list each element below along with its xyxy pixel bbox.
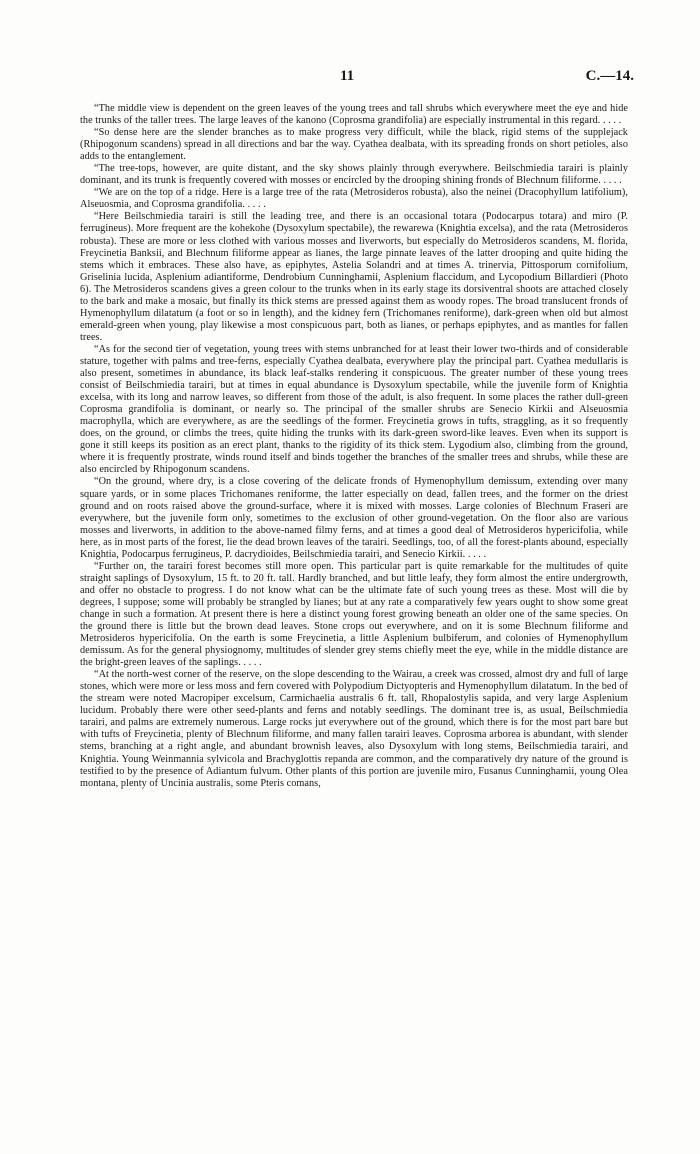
page-header <box>0 68 700 90</box>
paragraph: “At the north-west corner of the reserve, on the slope descending to the Wairau, a creek was crossed, almost dry and full of large stones, which were more or less moss and fern covered with Polypodium Dictyopteris and Hymenophyllum dilatatum. In the bed of the stream were noted Macropiper excelsum, Carmichaelia australis 6 ft. tall, Rhopalostylis sapida, and very large Asplenium lucidum. Probably there were other seed-plants and ferns and notably seedlings. The dominant tree is, as usual, Beilschmiedia tarairi, and palms are extremely numerous. Large rocks jut everywhere out of the ground, which there is for the most part bare but with tufts of Freycinetia, plenty of Blechnum filiforme, and many fallen tarairi leaves. Coprosma arborea is abundant, with slender stems, branching at a right angle, and abundant brownish leaves, also Dysoxylum with long stems, Beilschmiedia tarairi, and Knightia. Young Weinmannia sylvicola and Brachyglottis repanda are common, and the comparatively dry nature of the ground is testified to by the presence of Adiantum fulvum. Other plants of this portion are juvenile miro, Fusanus Cunninghamii, young Olea montana, plenty of Uncinia australis, some Pteris comans, <box>80 669 628 789</box>
paragraph: “So dense here are the slender branches as to make progress very difficult, while the black, rigid stems of the supplejack (Rhipogonum scandens) spread in all directions and bar the way. Cyathea dealbata, with its spreading fronds on short petioles, also adds to the entanglement. <box>80 127 628 163</box>
paragraph: “We are on the top of a ridge. Here is a large tree of the rata (Metrosideros robusta), also the neinei (Dracophyllum latifolium), Alseuosmia, and Coprosma grandifolia. . . . . <box>80 187 628 211</box>
body-text <box>80 103 628 790</box>
paragraph: “As for the second tier of vegetation, young trees with stems unbranched for at least their lower two-thirds and of considerable stature, together with palms and tree-ferns, especially Cyathea dealbata, everywhere play the principal part. Cyathea medullaris is also present, sometimes in abundance, its black leaf-stalks rendering it conspicuous. The greater number of these young trees consist of Beilschmiedia tarairi, but at times in equal abundance is Dysoxylum spectabile, while the juvenile form of Knightia excelsa, with its long and narrow leaves, so different from those of the adult, is also frequent. In some places the rather dull-green Coprosma grandifolia is dominant, or nearly so. The principal of the smaller shrubs are Senecio Kirkii and Alseuosmia macrophylla, which are everywhere, as are the seedlings of the former. Freycinetia grows in tufts, straggling, as it so frequently does, on the ground, or climbs the trees, quite hiding the trunks with its dark-green sword-like leaves. Even when its support is gone it still keeps its position as an erect plant, thanks to the rigidity of its thick stem. Lygodium also, climbing from the ground, where it is frequently prostrate, winds round itself and binds together the branches of the smaller trees and shrubs, while these are also encircled by Rhipogonum scandens. <box>80 343 628 476</box>
paragraph: “Here Beilschmiedia tarairi is still the leading tree, and there is an occasional totara (Podocarpus totara) and miro (P. ferrugineus). More frequent are the kohekohe (Dysoxylum spectabile), the rewarewa (Knightia excelsa), and the rata (Metrosideros robusta). These are more or less clothed with various mosses and liverworts, but especially do Metrosideros scandens, M. florida, Freycinetia Banksii, and Blechnum filiforme appear as lianes, the large pinnate leaves of the latter drooping and quite hiding the stems which it embraces. These also have, as epiphytes, Astelia Solandri and at times A. trinervia, Pittosporum cornifolium, Griselinia lucida, Asplenium adiantiforme, Dendrobium Cunninghamii, Asplenium flaccidum, and Lycopodium Billardieri (Photo 6). The Metrosideros scandens gives a green colour to the trunks when in its early stage its dorsiventral shoots are attached closely to the bark and make a mosaic, but finally its thick stems are pressed against them as woody ropes. The broad translucent fronds of Hymenophyllum dilatatum (a foot or so in length), and the kidney fern (Trichomanes reniforme), dark-green when old but almost emerald-green when young, play likewise a most conspicuous part, both as lianes, or perhaps epiphytes, and as mantles for fallen trees. <box>80 211 628 343</box>
page-number: 11 <box>340 68 355 84</box>
paragraph: “The tree-tops, however, are quite distant, and the sky shows plainly through everywhere. Beilschmiedia tarairi is plainly dominant, and its trunk is frequently covered with mosses or encircled by the drooping shining fronds of Blechnum filiforme. . . . . <box>80 163 628 187</box>
paragraph: “On the ground, where dry, is a close covering of the delicate fronds of Hymenophyllum demissum, extending over many square yards, or in some places Trichomanes reniforme, the latter especially on dead, fallen trees, and the former on the driest ground and on roots raised above the ground-surface, where it is mixed with mosses. Large colonies of Blechnum Fraseri are everywhere, but the juvenile form only, sometimes to the exclusion of other ground-vegetation. On the floor also are various mosses and liverworts, in addition to the above-named filmy ferns, and at times a good deal of Metrosideros hypericifolia, while here, as in most parts of the forest, lie the dead brown leaves of the tarairi. Seedlings, too, of all the forest-plants abound, especially Knightia, Podocarpus ferrugineus, P. dacrydioides, Beilschmiedia tarairi, and Senecio Kirkii. . . . . <box>80 476 628 560</box>
document-code: C.—14. <box>585 68 634 84</box>
paragraph: “The middle view is dependent on the green leaves of the young trees and tall shrubs which everywhere meet the eye and hide the trunks of the taller trees. The large leaves of the kanono (Coprosma grandifolia) are especially instrumental in this regard. . . . . <box>80 103 628 127</box>
paragraph: “Further on, the tarairi forest becomes still more open. This particular part is quite remarkable for the multitudes of quite straight saplings of Dysoxylum, 15 ft. to 20 ft. tall. Hardly branched, and but little leafy, they form almost the entire undergrowth, and offer no obstacle to progress. I do not know what can be the ultimate fate of such young trees as these. Most will die by degrees, I suppose; some will probably be strangled by lianes; but at any rate a comparatively few years ought to show some great change in such a formation. At present there is here a distinct young forest growing beneath an older one of the same species. On the ground there is little but the brown dead leaves. Stone crops out everywhere, and on it is some Blechnum filiforme and Metrosideros hypericifolia. On the earth is some Freycinetia, a little Asplenium bulbiferum, and colonies of Hymenophyllum demissum. As for the general physiognomy, multitudes of slender grey stems chiefly meet the eye, while in the middle distance are the bright-green leaves of the saplings. . . . . <box>80 560 628 669</box>
